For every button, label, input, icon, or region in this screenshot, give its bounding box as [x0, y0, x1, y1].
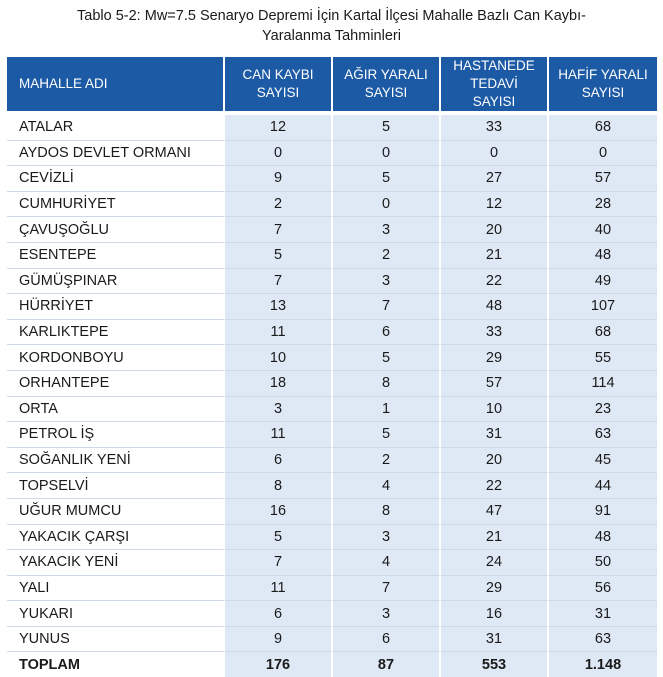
table-row [7, 294, 657, 320]
hastanede-tedavi-cell: 33 [441, 320, 549, 346]
header-can-kaybi-line2: SAYISI [256, 85, 300, 100]
mahalle-name-cell: UĞUR MUMCU [7, 499, 225, 525]
hastanede-tedavi-cell: 29 [441, 576, 549, 602]
header-agir-yarali-line1: AĞIR YARALI [344, 67, 428, 82]
hafif-yarali-cell: 63 [549, 422, 657, 448]
table-row [7, 397, 657, 423]
table-row [7, 473, 657, 499]
hafif-yarali-cell: 57 [549, 166, 657, 192]
agir-yarali-cell: 8 [333, 371, 441, 397]
mahalle-name-cell: ORTA [7, 397, 225, 423]
agir-yarali-cell: 7 [333, 576, 441, 602]
table-row [7, 243, 657, 269]
table-row [7, 371, 657, 397]
hafif-yarali-cell: 114 [549, 371, 657, 397]
table-row [7, 499, 657, 525]
can-kaybi-cell: 6 [225, 601, 333, 627]
header-can-kaybi [225, 57, 333, 111]
can-kaybi-cell: 6 [225, 448, 333, 474]
mahalle-name-cell: ÇAVUŞOĞLU [7, 217, 225, 243]
hafif-yarali-cell: 68 [549, 320, 657, 346]
can-kaybi-cell: 13 [225, 294, 333, 320]
can-kaybi-cell: 11 [225, 422, 333, 448]
mahalle-name-cell: YUNUS [7, 627, 225, 653]
hafif-yarali-cell: 63 [549, 627, 657, 653]
header-row [7, 57, 657, 111]
table-row [7, 166, 657, 192]
agir-yarali-cell: 6 [333, 320, 441, 346]
can-kaybi-cell: 0 [225, 141, 333, 167]
mahalle-name-cell: SOĞANLIK YENİ [7, 448, 225, 474]
hafif-yarali-cell: 48 [549, 525, 657, 551]
mahalle-name-cell: KORDONBOYU [7, 345, 225, 371]
table-row [7, 115, 657, 141]
hastanede-tedavi-cell: 21 [441, 525, 549, 551]
agir-yarali-cell: 5 [333, 115, 441, 141]
hafif-yarali-cell: 91 [549, 499, 657, 525]
table-row [7, 448, 657, 474]
header-hastanede-tedavi-line2: TEDAVİ SAYISI [470, 76, 518, 109]
table-row [7, 525, 657, 551]
mahalle-name-cell: CEVİZLİ [7, 166, 225, 192]
total-hastanede-tedavi-cell: 553 [441, 652, 549, 677]
total-agir-yarali-cell: 87 [333, 652, 441, 677]
hafif-yarali-cell: 50 [549, 550, 657, 576]
mahalle-name-cell: AYDOS DEVLET ORMANI [7, 141, 225, 167]
mahalle-name-cell: CUMHURİYET [7, 192, 225, 218]
hastanede-tedavi-cell: 57 [441, 371, 549, 397]
hafif-yarali-cell: 55 [549, 345, 657, 371]
table-row [7, 576, 657, 602]
hafif-yarali-cell: 28 [549, 192, 657, 218]
hastanede-tedavi-cell: 24 [441, 550, 549, 576]
mahalle-name-cell: YAKACIK ÇARŞI [7, 525, 225, 551]
agir-yarali-cell: 3 [333, 269, 441, 295]
agir-yarali-cell: 8 [333, 499, 441, 525]
caption-line-1: Tablo 5-2: Mw=7.5 Senaryo Depremi İçin Kartal İlçesi Mahalle Bazlı Can Kaybı- [77, 8, 586, 24]
agir-yarali-cell: 5 [333, 166, 441, 192]
can-kaybi-cell: 5 [225, 243, 333, 269]
hastanede-tedavi-cell: 12 [441, 192, 549, 218]
table-caption [0, 0, 663, 44]
can-kaybi-cell: 2 [225, 192, 333, 218]
agir-yarali-cell: 1 [333, 397, 441, 423]
table-row [7, 217, 657, 243]
table-row [7, 345, 657, 371]
caption-line-2: Yaralanma Tahminleri [262, 28, 401, 44]
mahalle-name-cell: HÜRRİYET [7, 294, 225, 320]
table-row [7, 601, 657, 627]
agir-yarali-cell: 4 [333, 550, 441, 576]
can-kaybi-cell: 7 [225, 217, 333, 243]
header-mahalle-adi: MAHALLE ADI [7, 57, 225, 111]
hastanede-tedavi-cell: 29 [441, 345, 549, 371]
can-kaybi-cell: 7 [225, 550, 333, 576]
hafif-yarali-cell: 31 [549, 601, 657, 627]
casualty-estimates-table [7, 57, 657, 677]
hastanede-tedavi-cell: 16 [441, 601, 549, 627]
hastanede-tedavi-cell: 47 [441, 499, 549, 525]
hastanede-tedavi-cell: 31 [441, 422, 549, 448]
can-kaybi-cell: 5 [225, 525, 333, 551]
total-can-kaybi-cell: 176 [225, 652, 333, 677]
hafif-yarali-cell: 45 [549, 448, 657, 474]
hafif-yarali-cell: 23 [549, 397, 657, 423]
can-kaybi-cell: 12 [225, 115, 333, 141]
can-kaybi-cell: 9 [225, 627, 333, 653]
agir-yarali-cell: 7 [333, 294, 441, 320]
header-agir-yarali-line2: SAYISI [364, 85, 408, 100]
table-row [7, 422, 657, 448]
table-row [7, 320, 657, 346]
hastanede-tedavi-cell: 20 [441, 217, 549, 243]
can-kaybi-cell: 11 [225, 576, 333, 602]
header-hafif-yarali-line2: SAYISI [581, 85, 625, 100]
can-kaybi-cell: 3 [225, 397, 333, 423]
can-kaybi-cell: 11 [225, 320, 333, 346]
hafif-yarali-cell: 107 [549, 294, 657, 320]
hastanede-tedavi-cell: 0 [441, 141, 549, 167]
agir-yarali-cell: 0 [333, 192, 441, 218]
header-can-kaybi-line1: CAN KAYBI [242, 67, 314, 82]
hafif-yarali-cell: 48 [549, 243, 657, 269]
table-row [7, 269, 657, 295]
agir-yarali-cell: 4 [333, 473, 441, 499]
can-kaybi-cell: 7 [225, 269, 333, 295]
can-kaybi-cell: 18 [225, 371, 333, 397]
agir-yarali-cell: 2 [333, 243, 441, 269]
can-kaybi-cell: 9 [225, 166, 333, 192]
agir-yarali-cell: 6 [333, 627, 441, 653]
hastanede-tedavi-cell: 31 [441, 627, 549, 653]
header-hastanede-tedavi [441, 57, 549, 111]
mahalle-name-cell: ESENTEPE [7, 243, 225, 269]
table-body [7, 115, 657, 677]
can-kaybi-cell: 10 [225, 345, 333, 371]
header-agir-yarali [333, 57, 441, 111]
mahalle-name-cell: KARLIKTEPE [7, 320, 225, 346]
agir-yarali-cell: 5 [333, 345, 441, 371]
hastanede-tedavi-cell: 20 [441, 448, 549, 474]
agir-yarali-cell: 3 [333, 601, 441, 627]
agir-yarali-cell: 3 [333, 525, 441, 551]
table-row [7, 141, 657, 167]
hafif-yarali-cell: 56 [549, 576, 657, 602]
total-hafif-yarali-cell: 1.148 [549, 652, 657, 677]
hafif-yarali-cell: 44 [549, 473, 657, 499]
mahalle-name-cell: YALI [7, 576, 225, 602]
table-row [7, 550, 657, 576]
mahalle-name-cell: YAKACIK YENİ [7, 550, 225, 576]
hastanede-tedavi-cell: 21 [441, 243, 549, 269]
hastanede-tedavi-cell: 27 [441, 166, 549, 192]
header-hastanede-tedavi-line1: HASTANEDE [453, 58, 535, 73]
header-hafif-yarali-line1: HAFİF YARALI [558, 67, 648, 82]
hastanede-tedavi-cell: 10 [441, 397, 549, 423]
hafif-yarali-cell: 49 [549, 269, 657, 295]
mahalle-name-cell: GÜMÜŞPINAR [7, 269, 225, 295]
table-row [7, 627, 657, 653]
hastanede-tedavi-cell: 48 [441, 294, 549, 320]
can-kaybi-cell: 16 [225, 499, 333, 525]
hastanede-tedavi-cell: 33 [441, 115, 549, 141]
agir-yarali-cell: 3 [333, 217, 441, 243]
total-label: TOPLAM [7, 652, 225, 677]
mahalle-name-cell: PETROL İŞ [7, 422, 225, 448]
mahalle-name-cell: ATALAR [7, 115, 225, 141]
mahalle-name-cell: YUKARI [7, 601, 225, 627]
can-kaybi-cell: 8 [225, 473, 333, 499]
agir-yarali-cell: 2 [333, 448, 441, 474]
table-header [7, 57, 657, 115]
hafif-yarali-cell: 0 [549, 141, 657, 167]
hafif-yarali-cell: 40 [549, 217, 657, 243]
mahalle-name-cell: ORHANTEPE [7, 371, 225, 397]
agir-yarali-cell: 5 [333, 422, 441, 448]
total-row [7, 652, 657, 677]
hastanede-tedavi-cell: 22 [441, 473, 549, 499]
hafif-yarali-cell: 68 [549, 115, 657, 141]
mahalle-name-cell: TOPSELVİ [7, 473, 225, 499]
agir-yarali-cell: 0 [333, 141, 441, 167]
header-hafif-yarali [549, 57, 657, 111]
table-row [7, 192, 657, 218]
hastanede-tedavi-cell: 22 [441, 269, 549, 295]
